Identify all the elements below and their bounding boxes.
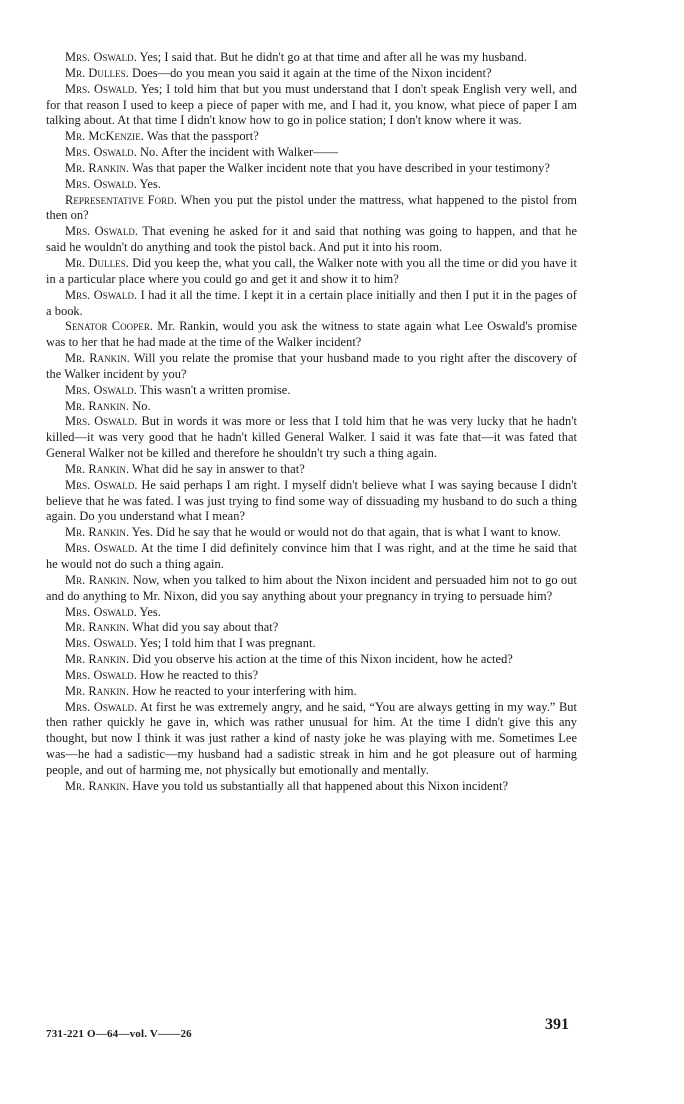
speech-text: Yes; I told him that but you must understand that I don't speak English very well, and for that reason I used to keep a piece of paper with me, and I had it, you know, what piece of paper I am talking about. At that time I didn't know how to go in police station; I don't know where it was. [46, 81, 577, 128]
speech-text: When you put the pistol under the mattress, what happened to the pistol from then on? [46, 192, 577, 223]
speech-text: Now, when you talked to him about the Nixon incident and persuaded him not to go out and do anything to Mr. Nixon, did you say anything about your pregnancy in trying to persuade him? [46, 572, 577, 603]
testimony-paragraph [46, 383, 577, 399]
speaker-name: Mr. Rankin. [65, 525, 130, 540]
speech-text: How he reacted to this? [136, 667, 259, 682]
testimony-paragraph [46, 145, 577, 161]
speech-text: But in words it was more or less that I told him that he was very lucky that he hadn't killed—it was very good that he hadn't killed General Walker. I said it was fate that—it was fated that General Walker not be killed and therefore he shouldn't try such a thing again. [46, 414, 577, 461]
testimony-paragraph [46, 129, 577, 145]
testimony-paragraph [46, 684, 577, 700]
testimony-paragraph [46, 256, 577, 288]
speaker-name: Mr. Rankin. [65, 778, 130, 793]
speaker-name: Mrs. Oswald. [65, 667, 137, 682]
testimony-paragraph [46, 525, 577, 541]
testimony-paragraph [46, 193, 577, 225]
speech-text: Was that paper the Walker incident note that you have described in your testimony? [129, 160, 550, 175]
speech-text: Yes. [136, 176, 161, 191]
speaker-name: Mrs. Oswald. [65, 287, 138, 302]
testimony-paragraph [46, 541, 577, 573]
speech-text: How he reacted to your interfering with him. [129, 683, 357, 698]
speaker-name: Mr. McKenzie. [65, 129, 144, 144]
testimony-paragraph [46, 652, 577, 668]
testimony-paragraph [46, 478, 577, 526]
testimony-paragraph [46, 177, 577, 193]
speech-text: Does—do you mean you said it again at the time of the Nixon incident? [128, 65, 492, 80]
testimony-paragraph [46, 462, 577, 478]
page-number: 391 [545, 1016, 569, 1033]
speaker-name: Mr. Dulles. [65, 65, 129, 80]
testimony-paragraph [46, 224, 577, 256]
testimony-paragraph [46, 288, 577, 320]
speech-text: Did you keep the, what you call, the Walker note with you all the time or did you have it in a particular place where you could go and get it and show it to him? [46, 255, 578, 286]
speech-text: Yes; I told him that I was pregnant. [136, 636, 316, 651]
speaker-name: Mrs. Oswald. [65, 382, 137, 397]
speaker-name: Mr. Rankin. [65, 620, 130, 635]
speech-text: He said perhaps I am right. I myself didn't believe what I was saying because I didn't believe that he was fated. I was just trying to find some way of dissuading my husband to do such a thing again. Do you understand what I mean? [46, 477, 577, 524]
speaker-name: Mr. Rankin. [65, 160, 130, 175]
testimony-paragraph [46, 636, 577, 652]
speaker-name: Mrs. Oswald. [65, 699, 138, 714]
speaker-name: Senator Cooper. [65, 319, 154, 334]
speech-text: Yes. [136, 604, 161, 619]
speaker-name: Mr. Rankin. [65, 351, 130, 366]
testimony-paragraph [46, 668, 577, 684]
speaker-name: Mrs. Oswald. [65, 145, 137, 160]
testimony-paragraph [46, 605, 577, 621]
speech-text: I had it all the time. I kept it in a certain place initially and then I put it in the pages of a book. [46, 287, 577, 318]
testimony-transcript [46, 50, 577, 795]
speaker-name: Mr. Rankin. [65, 683, 130, 698]
testimony-paragraph [46, 414, 577, 462]
speech-text: That evening he asked for it and said that nothing was going to happen, and that he said he wouldn't do anything and took the pistol back. And put it into his room. [46, 224, 577, 255]
speaker-name: Mr. Rankin. [65, 572, 130, 587]
testimony-paragraph [46, 161, 577, 177]
speech-text: No. After the incident with Walker—— [136, 145, 339, 160]
speech-text: What did you say about that? [129, 620, 279, 635]
speaker-name: Mrs. Oswald. [65, 81, 138, 96]
speaker-name: Mrs. Oswald. [65, 176, 137, 191]
testimony-paragraph [46, 82, 577, 130]
speech-text: Mr. Rankin, would you ask the witness to state again what Lee Oswald's promise was to her that he had made at the time of the Walker incident? [46, 319, 577, 350]
testimony-paragraph [46, 573, 577, 605]
testimony-paragraph [46, 319, 577, 351]
testimony-paragraph [46, 399, 577, 415]
speech-text: Yes; I said that. But he didn't go at that time and after all he was my husband. [136, 50, 527, 64]
speaker-name: Mr. Rankin. [65, 398, 130, 413]
speaker-name: Mrs. Oswald. [65, 224, 139, 239]
speech-text: Have you told us substantially all that happened about this Nixon incident? [129, 778, 509, 793]
speech-text: At first he was extremely angry, and he said, “You are always getting in my way.” But then rather quickly he gave in, which was rather unusual for him. At the time I didn't give this any thought, but now I think it was just rather a kind of nasty joke he was playing with me. Sometimes Lee was—he had a sadistic—my husband had a sadistic streak in him and he got pleasure out of harming people, and out of harming me, not physically but emotionally and mentally. [46, 699, 577, 777]
testimony-paragraph [46, 351, 577, 383]
speaker-name: Mrs. Oswald. [65, 414, 138, 429]
speech-text: This wasn't a written promise. [136, 382, 291, 397]
speaker-name: Mrs. Oswald. [65, 636, 137, 651]
testimony-paragraph [46, 50, 577, 66]
testimony-paragraph [46, 66, 577, 82]
testimony-paragraph [46, 779, 577, 795]
speaker-name: Mrs. Oswald. [65, 477, 138, 492]
speaker-name: Mrs. Oswald. [65, 50, 137, 64]
speech-text: Did you observe his action at the time of this Nixon incident, how he acted? [129, 652, 513, 667]
speech-text: Was that the passport? [143, 129, 259, 144]
speaker-name: Mr. Rankin. [65, 461, 130, 476]
speech-text: What did he say in answer to that? [129, 461, 305, 476]
testimony-paragraph [46, 700, 577, 779]
speaker-name: Mrs. Oswald. [65, 604, 137, 619]
speech-text: No. [129, 398, 151, 413]
speech-text: At the time I did definitely convince him that I was right, and at the time he said that he would not do such a thing again. [46, 541, 577, 571]
speaker-name: Representative Ford. [65, 192, 177, 207]
testimony-paragraph [46, 620, 577, 636]
print-code: 731-221 O—64—vol. V——26 [46, 1028, 192, 1040]
speech-text: Will you relate the promise that your husband made to you right after the discovery of the Walker incident by you? [46, 351, 577, 381]
speaker-name: Mr. Rankin. [65, 652, 130, 667]
speaker-name: Mr. Dulles. [65, 255, 129, 270]
speaker-name: Mrs. Oswald. [65, 541, 138, 556]
speech-text: Yes. Did he say that he would or would not do that again, that is what I want to know. [129, 525, 561, 540]
